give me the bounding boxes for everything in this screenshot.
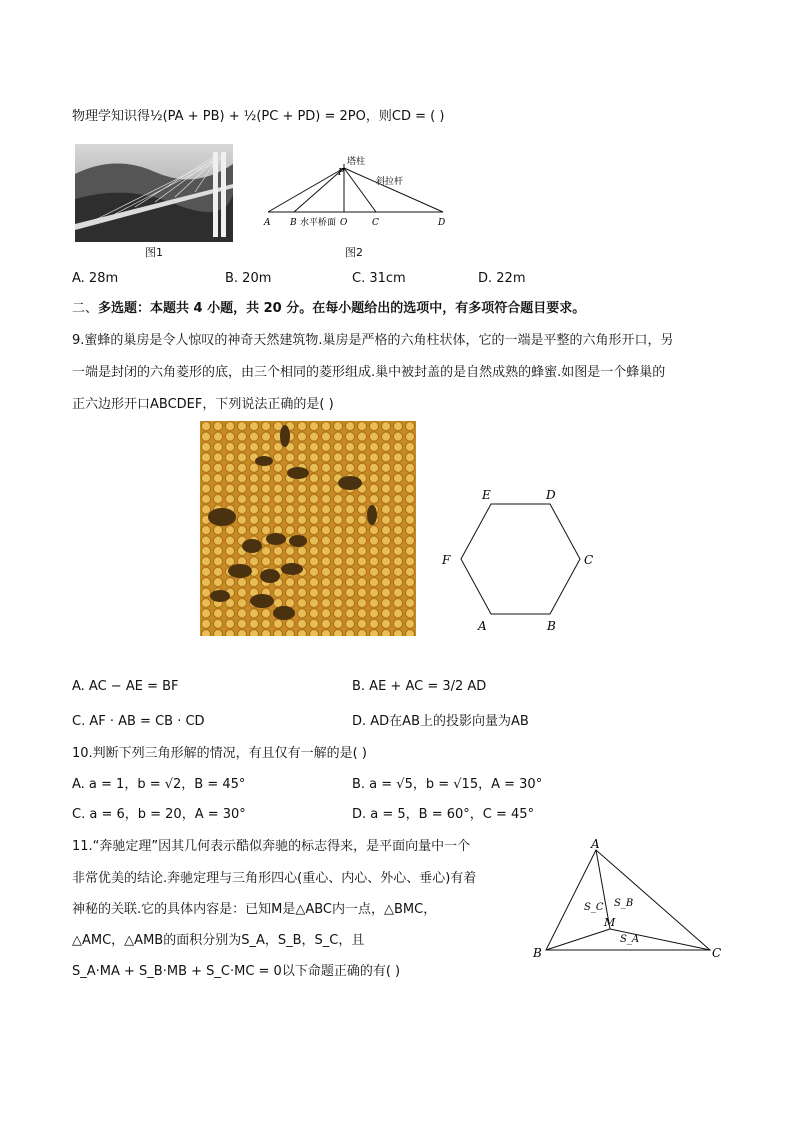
cable-stayed-diagram (258, 152, 458, 232)
area-sa-label: S_A (620, 934, 640, 945)
q9-option-d: D. AD在AB上的投影向量为AB (352, 714, 529, 729)
vertex-a-label: A (478, 619, 487, 633)
q8-option-c: C. 31cm (352, 271, 406, 286)
area-sb-label: S_B (614, 898, 634, 909)
benz-triangle-diagram (528, 836, 728, 966)
q9-line-2: 一端是封闭的六角菱形的底，由三个相同的菱形组成.巢中被封盖的是自然成熟的蜂蜜.如图是一个蜂巢的 (72, 365, 666, 380)
q8-stem: 物理学知识得½(PA + PB) + ½(PC + PD) = 2PO，则CD = ( ) (72, 109, 445, 124)
point-o-label: O (340, 218, 348, 228)
hexagon-diagram (432, 482, 602, 637)
q8-option-b: B. 20m (225, 271, 272, 286)
figure1-caption: 图1 (145, 246, 163, 259)
point-a-label: A (264, 218, 271, 228)
point-b-label: B (290, 218, 297, 228)
point-p-label: P (338, 168, 345, 178)
q10-option-b: B. a = √5，b = √15，A = 30° (352, 777, 543, 792)
q11-line-1: 11.“奔驰定理”因其几何表示酷似奔驰的标志得来，是平面向量中一个 (72, 839, 471, 854)
section-prefix: 二、 (72, 301, 99, 316)
triangle-b-label: B (533, 946, 542, 960)
point-d-label: D (438, 218, 446, 228)
q11-line-2: 非常优美的结论.奔驰定理与三角形四心(重心、内心、外心、垂心)有着 (72, 871, 477, 886)
cable-label: 斜拉杆 (376, 177, 404, 187)
q9-line-1: 9.蜜蜂的巢房是令人惊叹的神奇天然建筑物.巢房是严格的六角柱状体，它的一端是平整的六角形开口，另 (72, 333, 674, 348)
q11-line-3: 神秘的关联.它的具体内容是：已知M是△ABC内一点，△BMC， (72, 902, 437, 917)
honeycomb-photo (200, 421, 416, 636)
q10-option-c: C. a = 6，b = 20，A = 30° (72, 807, 246, 822)
deck-label: 水平桥面 (300, 218, 337, 228)
point-m-label: M (604, 916, 616, 929)
vertex-d-label: D (546, 488, 556, 502)
q11-line-4: △AMC，△AMB的面积分别为S_A，S_B，S_C，且 (72, 933, 365, 948)
section-heading (72, 298, 585, 320)
area-sc-label: S_C (584, 902, 604, 913)
bridge-photo (75, 144, 233, 242)
q9-option-a: A. AC − AE = BF (72, 679, 179, 694)
q10-stem: 10.判断下列三角形解的情况，有且仅有一解的是( ) (72, 746, 367, 761)
tower-label: 塔柱 (347, 157, 366, 167)
q9-option-c: C. AF · AB = CB · CD (72, 714, 205, 729)
q11-line-5: S_A·MA + S_B·MB + S_C·MC = 0以下命题正确的有( ) (72, 964, 401, 979)
vertex-b-label: B (547, 619, 556, 633)
q8-option-a: A. 28m (72, 271, 119, 286)
vertex-e-label: E (482, 488, 491, 502)
figure2-caption: 图2 (345, 246, 363, 259)
vertex-c-label: C (584, 553, 594, 567)
q10-option-d: D. a = 5，B = 60°，C = 45° (352, 807, 535, 822)
point-c-label: C (372, 218, 379, 228)
triangle-a-label: A (591, 837, 600, 851)
q9-line-3: 正六边形开口ABCDEF，下列说法正确的是( ) (72, 397, 334, 412)
q10-option-a: A. a = 1，b = √2，B = 45° (72, 777, 246, 792)
q8-option-d: D. 22m (478, 271, 526, 286)
triangle-c-label: C (712, 946, 722, 960)
q9-option-b: B. AE + AC = 3/2 AD (352, 679, 487, 694)
section-text: 多选题：本题共 4 小题，共 20 分。在每小题给出的选项中，有多项符合题目要求。 (98, 301, 586, 316)
vertex-f-label: F (442, 553, 451, 567)
